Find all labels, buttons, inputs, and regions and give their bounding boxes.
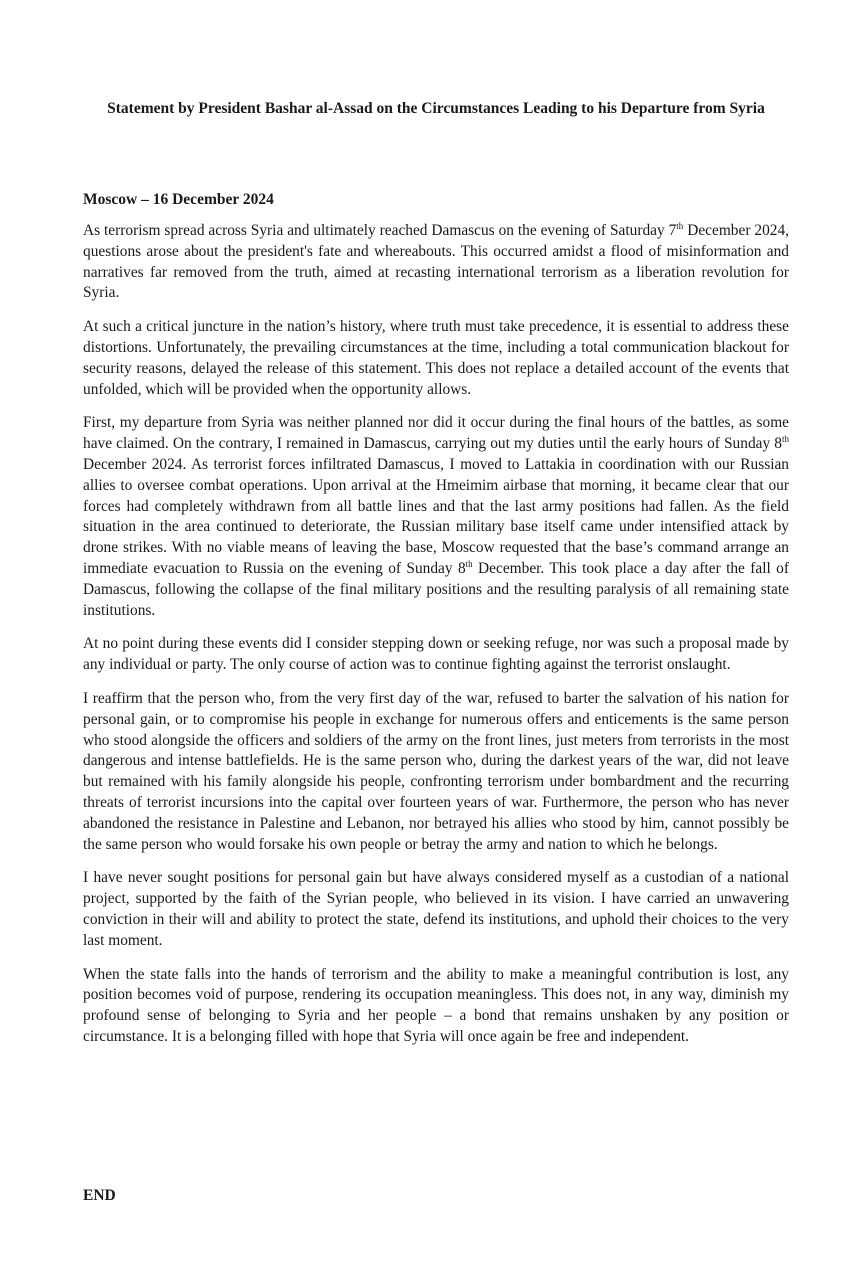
body-paragraph	[83, 868, 789, 951]
paragraph-text: I reaffirm that the person who, from the very first day of the war, refused to barter the salvation of his nation for personal gain, or to compromise his people in exchange for numerous offers and enticements is the same person who stood alongside the officers and soldiers of the army on the front lines, just meters from terrorists in the most dangerous and intense battlefields. He is the same person who, during the darkest years of the war, did not leave but remained with his family alongside his people, confronting terrorism under bombardment and the recurring threats of terrorist incursions into the capital over fourteen years of war. Furthermore, the person who has never abandoned the resistance in Palestine and Lebanon, nor betrayed his allies who stood by him, cannot possibly be the same person who would forsake his own people or betray the army and nation to which he belongs.	[83, 689, 789, 853]
ordinal-superscript: th	[465, 558, 473, 569]
end-mark: END	[83, 1187, 116, 1204]
body-paragraph	[83, 221, 789, 304]
paragraph-text: I have never sought positions for personal gain but have always considered myself as a custodian of a national project, supported by the faith of the Syrian people, who believed in its vision. I have carried an unwavering conviction in their will and ability to protect the state, defend its institutions, and uphold their choices to the very last moment.	[83, 869, 789, 949]
paragraph-text: At no point during these events did I consider stepping down or seeking refuge, nor was such a proposal made by any individual or party. The only course of action was to continue fighting against the terrorist onslaught.	[83, 635, 789, 674]
document-body	[83, 221, 789, 1061]
paragraph-text: First, my departure from Syria was neither planned nor did it occur during the final hours of the battles, as some have claimed. On the contrary, I remained in Damascus, carrying out my duties until the early hours of Sunday 8	[83, 414, 789, 453]
paragraph-text: As terrorism spread across Syria and ultimately reached Damascus on the evening of Saturday 7	[83, 222, 677, 239]
body-paragraph	[83, 689, 789, 855]
body-paragraph	[83, 634, 789, 676]
paragraph-text: December 2024. As terrorist forces infiltrated Damascus, I moved to Lattakia in coordination with our Russian allies to oversee combat operations. Upon arrival at the Hmeimim airbase that morning, it became clear that our forces had completely withdrawn from all battle lines and that the last army positions had fallen. As the field situation in the area continued to deteriorate, the Russian military base itself came under intensified attack by drone strikes. With no viable means of leaving the base, Moscow requested that the base’s command arrange an immediate evacuation to Russia on the evening of Sunday 8	[83, 455, 789, 577]
ordinal-superscript: th	[676, 220, 684, 231]
paragraph-text: When the state falls into the hands of terrorism and the ability to make a meaningful contribution is lost, any position becomes void of purpose, rendering its occupation meaningless. This does not, in any way, diminish my profound sense of belonging to Syria and her people – a bond that remains unshaken by any position or circumstance. It is a belonging filled with hope that Syria will once again be free and independent.	[83, 965, 789, 1045]
dateline: Moscow – 16 December 2024	[83, 191, 274, 208]
document-title: Statement by President Bashar al-Assad on the Circumstances Leading to his Departure from Syria	[107, 100, 765, 117]
ordinal-superscript: th	[781, 434, 789, 445]
paragraph-text: December. This took place a day after the fall of Damascus, following the collapse of the final military positions and the resulting paralysis of all remaining state institutions.	[83, 559, 789, 619]
paragraph-text: December 2024, questions arose about the president's fate and whereabouts. This occurred amidst a flood of misinformation and narratives far removed from the truth, aimed at recasting international terrorism as a liberation revolution for Syria.	[83, 222, 790, 302]
body-paragraph	[83, 413, 789, 621]
paragraph-text: At such a critical juncture in the nation’s history, where truth must take precedence, it is essential to address these distortions. Unfortunately, the prevailing circumstances at the time, including a total communication blackout for security reasons, delayed the release of this statement. This does not replace a detailed account of the events that unfolded, which will be provided when the opportunity allows.	[83, 318, 789, 398]
body-paragraph	[83, 317, 789, 400]
body-paragraph	[83, 965, 789, 1048]
document-page	[83, 0, 789, 1280]
